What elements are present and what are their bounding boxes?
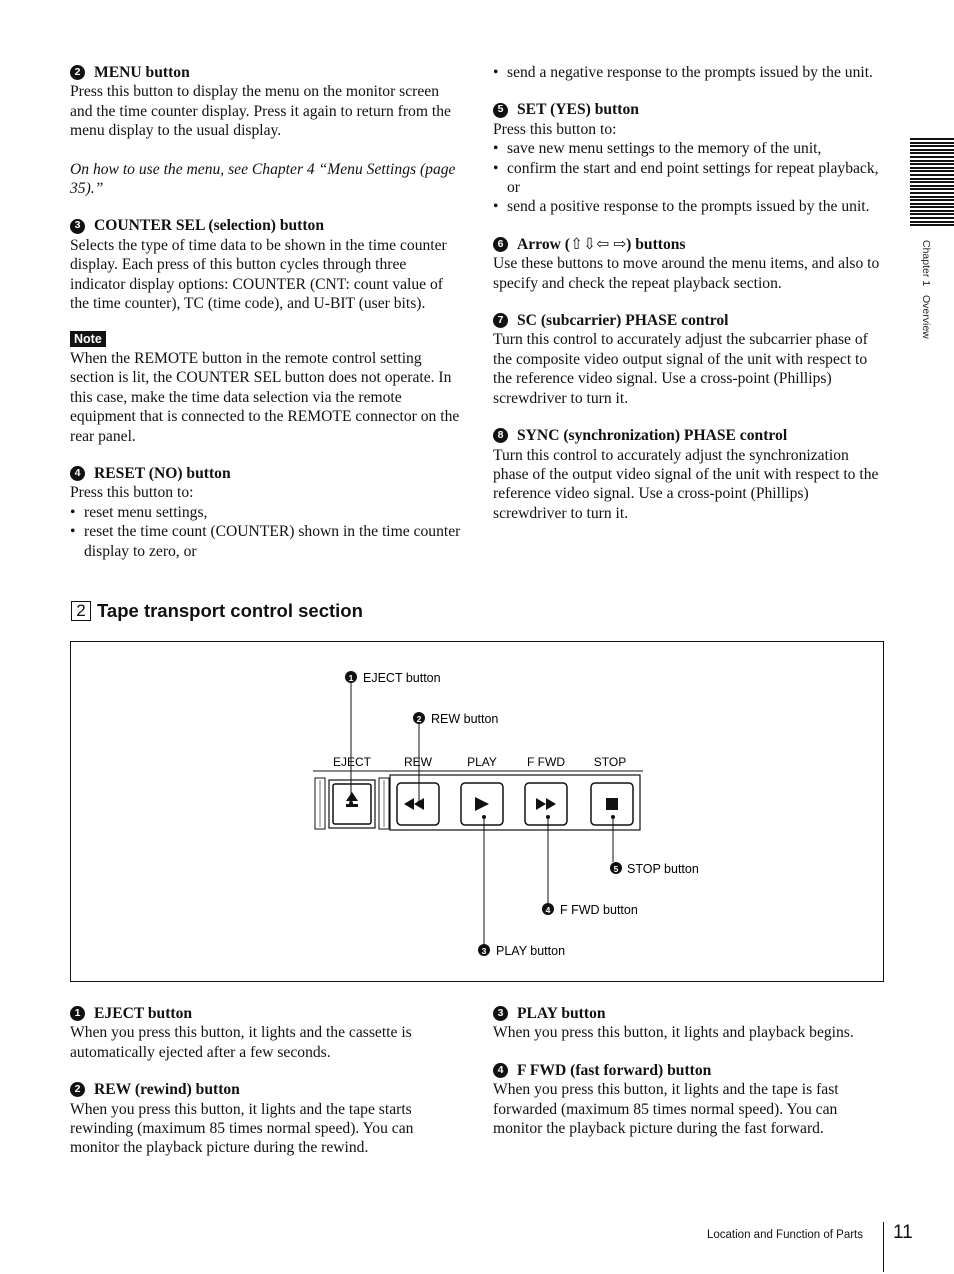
callout-number: 2 (416, 714, 422, 724)
set-button-heading (493, 100, 885, 119)
number-badge: 6 (493, 237, 508, 252)
callout-number: 5 (613, 864, 619, 874)
page-number: 11 (893, 1222, 913, 1243)
sc-phase-heading (493, 311, 885, 330)
ffwd-button-heading (493, 1061, 885, 1080)
list-item: • save new menu settings to the memory of the unit, (493, 139, 885, 158)
tape-transport-diagram (70, 641, 884, 982)
counter-sel-heading (70, 216, 462, 235)
arrow-buttons-description: Use these buttons to move around the menu items, and also to specify and check the repeat playback section. (493, 255, 880, 292)
stop-icon (606, 798, 618, 810)
eject-button-heading (70, 1004, 462, 1023)
left-column (70, 63, 462, 561)
panel-label-rew: REW (404, 755, 432, 769)
bottom-left-column (70, 1004, 462, 1158)
chapter-side-label (920, 240, 932, 339)
heading-text: SC (subcarrier) PHASE control (517, 312, 729, 330)
note-label: Note (70, 331, 106, 347)
number-badge: 3 (493, 1006, 508, 1021)
number-badge: 1 (70, 1006, 85, 1021)
set-intro: Press this button to: (493, 120, 617, 138)
heading-text: COUNTER SEL (selection) button (94, 217, 325, 235)
set-bullet-list (493, 139, 885, 217)
heading-text: EJECT button (94, 1005, 193, 1022)
heading-text: Arrow (⇧⇩⇦ ⇨) buttons (517, 235, 686, 253)
panel-label-eject: EJECT (332, 755, 372, 769)
sync-phase-description: Turn this control to accurately adjust the synchronization phase of the output video signal of the unit with respect to the reference video signal. Use a cross-point (Phillips) screwdriver to turn it. (493, 446, 879, 522)
reset-button-heading (70, 464, 462, 483)
list-item: • send a positive response to the prompts issued by the unit. (493, 197, 885, 216)
number-badge: 2 (70, 65, 85, 80)
ffwd-button-description: When you press this button, it lights and the tape is fast forwarded (maximum 85 times normal speed). You can monitor the playback picture during the fast forward. (493, 1081, 839, 1138)
menu-button-heading (70, 63, 462, 82)
sc-phase-description: Turn this control to accurately adjust the subcarrier phase of the composite video output signal of the unit with respect to the reference video signal. Use a cross-point (Phillips) screwdriver to turn it. (493, 331, 868, 407)
reset-bullet-list (70, 503, 462, 561)
section-title (71, 600, 363, 622)
panel-label-stop: STOP (593, 755, 627, 769)
footer-divider (883, 1222, 884, 1272)
diagram-svg (71, 642, 885, 983)
callout-label-play: PLAY button (496, 944, 566, 958)
number-badge: 4 (493, 1063, 508, 1078)
menu-button-description: Press this button to display the menu on the monitor screen and the time counter display. Press it again to return from the menu display to the usual display. (70, 83, 451, 140)
number-badge: 7 (493, 313, 508, 328)
list-item: • reset the time count (COUNTER) shown in the time counter display to zero, or (70, 522, 462, 561)
footer-section-name: Location and Function of Parts (707, 1229, 863, 1241)
list-item: • reset menu settings, (70, 503, 462, 522)
callout-number: 3 (481, 946, 487, 956)
callout-number: 4 (545, 905, 551, 915)
play-button-heading (493, 1004, 885, 1023)
section-title-text: Tape transport control section (97, 600, 363, 621)
heading-text: RESET (NO) button (94, 464, 231, 482)
play-button-description: When you press this button, it lights and playback begins. (493, 1024, 854, 1042)
chapter-title-label: Overview (920, 295, 932, 339)
callout-label-ffwd: F FWD button (560, 903, 638, 917)
heading-text: PLAY button (517, 1005, 606, 1022)
sync-phase-heading (493, 426, 885, 445)
heading-text: F FWD (fast forward) button (517, 1061, 712, 1079)
number-badge: 3 (70, 219, 85, 234)
counter-sel-description: Selects the type of time data to be shown in the time counter display. Each press of this button cycles through three indicator display options: COUNTER (CNT: count value of the time counter), TC (time code), and U-BIT (user bits). (70, 236, 447, 313)
note-text: When the REMOTE button in the remote control setting section is lit, the COUNTER SEL button does not operate. In this case, make the time data selection via the remote equipment that is connected to the REMOTE connector on the rear panel. (70, 349, 460, 445)
arrow-buttons-heading (493, 235, 885, 254)
chapter-number-label: Chapter 1 (920, 240, 932, 287)
chapter-tab-stripes (910, 138, 954, 230)
panel-label-ffwd: F FWD (527, 755, 565, 769)
panel-label-play: PLAY (467, 755, 497, 769)
number-badge: 4 (70, 466, 85, 481)
bottom-right-column (493, 1004, 885, 1138)
number-badge: 8 (493, 428, 508, 443)
heading-text: MENU button (94, 64, 190, 81)
rew-button-description: When you press this button, it lights and the tape starts rewinding (maximum 85 times normal speed). You can monitor the playback picture during the rewind. (70, 1100, 414, 1157)
right-column (493, 63, 885, 523)
eject-button-description: When you press this button, it lights and the cassette is automatically ejected after a few seconds. (70, 1024, 412, 1061)
number-badge: 2 (70, 1082, 85, 1097)
reset-bullet-list-continued (493, 63, 885, 82)
list-item: • confirm the start and end point settings for repeat playback, or (493, 159, 885, 198)
menu-reference-note: On how to use the menu, see Chapter 4 “Menu Settings (page 35).” (70, 160, 456, 198)
heading-text: REW (rewind) button (94, 1081, 240, 1099)
heading-text: SYNC (synchronization) PHASE control (517, 427, 788, 445)
reset-intro: Press this button to: (70, 484, 194, 502)
leader-dot (349, 801, 353, 805)
callout-label-stop: STOP button (627, 862, 699, 876)
callout-label-rew: REW button (431, 712, 499, 726)
rew-button-heading (70, 1080, 462, 1099)
number-badge: 5 (493, 103, 508, 118)
callout-number: 1 (348, 673, 354, 683)
leader-dot (417, 801, 421, 805)
callout-label-eject: EJECT button (363, 671, 441, 685)
section-number-box: 2 (71, 601, 91, 621)
list-item: • send a negative response to the prompts issued by the unit. (493, 63, 885, 82)
heading-text: SET (YES) button (517, 101, 639, 119)
